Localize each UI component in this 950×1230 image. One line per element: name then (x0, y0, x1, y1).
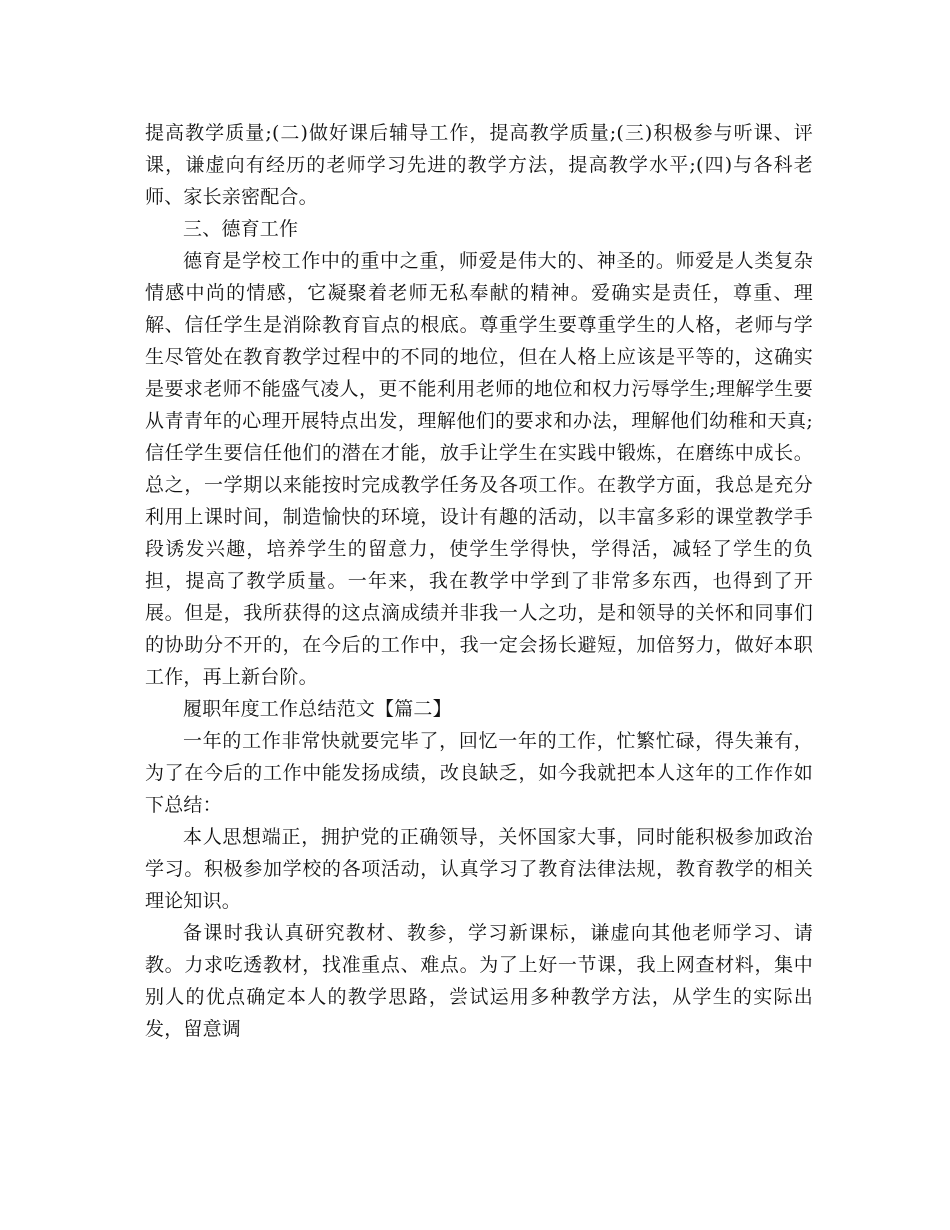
paragraph-lesson-prep: 备课时我认真研究教材、教参，学习新课标，谦虚向其他老师学习、请教。力求吃透教材，找准重点、难点。为了上好一节课，我上网查材料，集中别人的优点确定本人的教学思路，尝试运用多种教学方法，从学生的实际出发，留意调 (145, 922, 813, 1040)
section-heading-moral-education: 三、德育工作 (183, 218, 299, 240)
paragraph-intro: 一年的工作非常快就要完毕了，回忆一年的工作，忙繁忙碌，得失兼有，为了在今后的工作中能发扬成绩，改良缺乏，如今我就把本人这年的工作作如下总结： (145, 730, 813, 816)
paragraph-continued: 提高教学质量;(二)做好课后辅导工作，提高教学质量;(三)积极参与听课、评课，谦虚向有经历的老师学习先进的教学方法，提高教学水平;(四)与各科老师、家长亲密配合。 (145, 122, 813, 208)
paragraph-moral-education: 德育是学校工作中的重中之重，师爱是伟大的、神圣的。师爱是人类复杂情感中尚的情感，它凝聚着老师无私奉献的精神。爱确实是责任，尊重、理解、信任学生是消除教育盲点的根底。尊重学生要尊重学生的人格，老师与学生尽管处在教育教学过程中的不同的地位，但在人格上应该是平等的，这确实是要求老师不能盛气凌人，更不能利用老师的地位和权力污辱学生;理解学生要从青青年的心理开展特点出发，理解他们的要求和办法，理解他们幼稚和天真;信任学生要信任他们的潜在才能，放手让学生在实践中锻炼，在磨练中成长。总之，一学期以来能按时完成教学任务及各项工作。在教学方面，我总是充分利用上课时间，制造愉快的环境，设计有趣的活动，以丰富多彩的课堂教学手段诱发兴趣，培养学生的留意力，使学生学得快，学得活，减轻了学生的负担，提高了教学质量。一年来，我在教学中学到了非常多东西，也得到了开展。但是，我所获得的这点滴成绩并非我一人之功，是和领导的关怀和同事们的协助分不开的，在今后的工作中，我一定会扬长避短，加倍努力，做好本职工作，再上新台阶。 (145, 250, 813, 688)
document-body (145, 117, 813, 1045)
section-heading-part-two: 履职年度工作总结范文【篇二】 (183, 698, 452, 720)
paragraph-ideology: 本人思想端正，拥护党的正确领导，关怀国家大事，同时能积极参加政治学习。积极参加学校的各项活动，认真学习了教育法律法规，教育教学的相关理论知识。 (145, 826, 813, 912)
